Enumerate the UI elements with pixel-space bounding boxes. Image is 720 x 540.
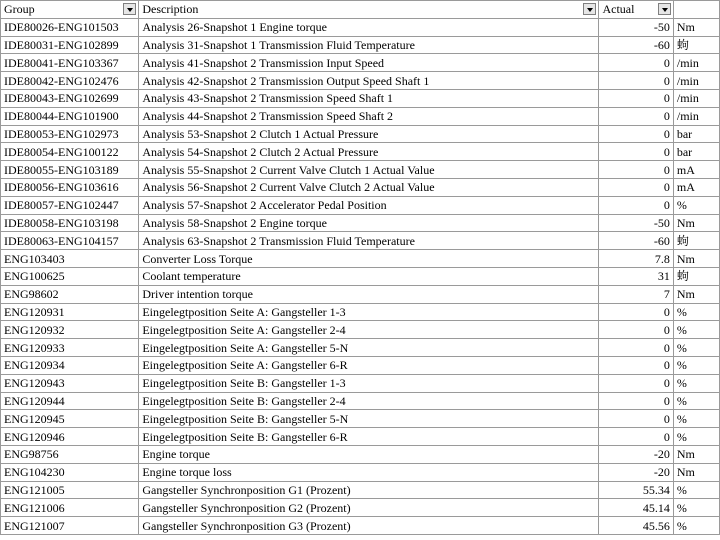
- cell-unit[interactable]: %: [673, 481, 719, 499]
- cell-description[interactable]: Gangsteller Synchronposition G2 (Prozent): [139, 499, 599, 517]
- table-row[interactable]: [1, 232, 720, 250]
- cell-unit[interactable]: %: [673, 499, 719, 517]
- cell-unit[interactable]: %: [673, 410, 719, 428]
- cell-description[interactable]: Analysis 55-Snapshot 2 Current Valve Clutch 1 Actual Value: [139, 161, 599, 179]
- cell-actual[interactable]: 0: [599, 356, 673, 374]
- cell-description[interactable]: Eingelegtposition Seite B: Gangsteller 5-N: [139, 410, 599, 428]
- header-description-label: Description: [142, 2, 199, 17]
- table-row[interactable]: [1, 143, 720, 161]
- cell-unit[interactable]: %: [673, 428, 719, 446]
- cell-unit[interactable]: 蚼: [673, 267, 719, 285]
- cell-actual[interactable]: -60: [599, 232, 673, 250]
- cell-actual[interactable]: 31: [599, 267, 673, 285]
- table-row[interactable]: [1, 18, 720, 36]
- cell-unit[interactable]: /min: [673, 89, 719, 107]
- table-row[interactable]: [1, 463, 720, 481]
- cell-group[interactable]: ENG120933: [1, 339, 139, 357]
- cell-actual[interactable]: 0: [599, 196, 673, 214]
- cell-group[interactable]: ENG98602: [1, 285, 139, 303]
- table-row[interactable]: [1, 285, 720, 303]
- cell-description[interactable]: Analysis 63-Snapshot 2 Transmission Fluid Temperature: [139, 232, 599, 250]
- cell-unit[interactable]: mA: [673, 161, 719, 179]
- cell-description[interactable]: Analysis 56-Snapshot 2 Current Valve Clutch 2 Actual Value: [139, 178, 599, 196]
- table-row[interactable]: [1, 303, 720, 321]
- table-row[interactable]: [1, 72, 720, 90]
- table-row[interactable]: [1, 107, 720, 125]
- cell-unit[interactable]: 蚼: [673, 232, 719, 250]
- group-filter-dropdown-icon[interactable]: [123, 3, 136, 15]
- description-filter-dropdown-icon[interactable]: [583, 3, 596, 15]
- cell-actual[interactable]: 0: [599, 107, 673, 125]
- table-row[interactable]: [1, 267, 720, 285]
- cell-unit[interactable]: %: [673, 303, 719, 321]
- cell-unit[interactable]: %: [673, 321, 719, 339]
- cell-unit[interactable]: /min: [673, 54, 719, 72]
- table-row[interactable]: [1, 499, 720, 517]
- cell-description[interactable]: Driver intention torque: [139, 285, 599, 303]
- table-row[interactable]: [1, 178, 720, 196]
- cell-description[interactable]: Gangsteller Synchronposition G1 (Prozent): [139, 481, 599, 499]
- cell-description[interactable]: Eingelegtposition Seite A: Gangsteller 5-N: [139, 339, 599, 357]
- cell-group[interactable]: IDE80041-ENG103367: [1, 54, 139, 72]
- cell-description[interactable]: Analysis 53-Snapshot 2 Clutch 1 Actual Pressure: [139, 125, 599, 143]
- cell-unit[interactable]: Nm: [673, 445, 719, 463]
- table-row[interactable]: [1, 125, 720, 143]
- table-row[interactable]: [1, 161, 720, 179]
- cell-description[interactable]: Analysis 57-Snapshot 2 Accelerator Pedal Position: [139, 196, 599, 214]
- cell-actual[interactable]: 0: [599, 303, 673, 321]
- cell-description[interactable]: Analysis 43-Snapshot 2 Transmission Speed Shaft 1: [139, 89, 599, 107]
- table-row[interactable]: [1, 481, 720, 499]
- cell-group[interactable]: IDE80063-ENG104157: [1, 232, 139, 250]
- table-row[interactable]: [1, 410, 720, 428]
- cell-group[interactable]: ENG104230: [1, 463, 139, 481]
- cell-unit[interactable]: %: [673, 356, 719, 374]
- cell-group[interactable]: ENG120946: [1, 428, 139, 446]
- table-row[interactable]: [1, 196, 720, 214]
- cell-actual[interactable]: 0: [599, 339, 673, 357]
- cell-actual[interactable]: 7: [599, 285, 673, 303]
- cell-actual[interactable]: -20: [599, 463, 673, 481]
- cell-actual[interactable]: 0: [599, 54, 673, 72]
- cell-actual[interactable]: 45.14: [599, 499, 673, 517]
- cell-description[interactable]: Analysis 41-Snapshot 2 Transmission Input Speed: [139, 54, 599, 72]
- cell-unit[interactable]: Nm: [673, 18, 719, 36]
- cell-description[interactable]: Analysis 58-Snapshot 2 Engine torque: [139, 214, 599, 232]
- cell-group[interactable]: IDE80054-ENG100122: [1, 143, 139, 161]
- cell-actual[interactable]: 0: [599, 410, 673, 428]
- cell-description[interactable]: Analysis 44-Snapshot 2 Transmission Speed Shaft 2: [139, 107, 599, 125]
- table-row[interactable]: [1, 392, 720, 410]
- cell-unit[interactable]: Nm: [673, 214, 719, 232]
- table-row[interactable]: [1, 250, 720, 268]
- table-row[interactable]: [1, 321, 720, 339]
- table-row[interactable]: [1, 36, 720, 54]
- cell-unit[interactable]: bar: [673, 143, 719, 161]
- table-row[interactable]: [1, 54, 720, 72]
- cell-actual[interactable]: -50: [599, 214, 673, 232]
- cell-actual[interactable]: 7.8: [599, 250, 673, 268]
- header-unit: [673, 1, 719, 19]
- cell-group[interactable]: ENG120943: [1, 374, 139, 392]
- cell-group[interactable]: IDE80031-ENG102899: [1, 36, 139, 54]
- cell-unit[interactable]: /min: [673, 107, 719, 125]
- cell-description[interactable]: Converter Loss Torque: [139, 250, 599, 268]
- cell-group[interactable]: ENG121006: [1, 499, 139, 517]
- cell-description[interactable]: Gangsteller Synchronposition G3 (Prozent): [139, 517, 599, 535]
- header-group: [1, 1, 139, 19]
- cell-actual[interactable]: 0: [599, 178, 673, 196]
- cell-unit[interactable]: %: [673, 517, 719, 535]
- cell-unit[interactable]: %: [673, 339, 719, 357]
- cell-description[interactable]: Eingelegtposition Seite A: Gangsteller 6-R: [139, 356, 599, 374]
- cell-actual[interactable]: 0: [599, 125, 673, 143]
- table-row[interactable]: [1, 374, 720, 392]
- table-row[interactable]: [1, 428, 720, 446]
- cell-group[interactable]: ENG121005: [1, 481, 139, 499]
- cell-unit[interactable]: %: [673, 392, 719, 410]
- cell-description[interactable]: Eingelegtposition Seite B: Gangsteller 1-3: [139, 374, 599, 392]
- cell-unit[interactable]: Nm: [673, 285, 719, 303]
- cell-description[interactable]: Analysis 31-Snapshot 1 Transmission Fluid Temperature: [139, 36, 599, 54]
- cell-group[interactable]: IDE80057-ENG102447: [1, 196, 139, 214]
- cell-group[interactable]: ENG103403: [1, 250, 139, 268]
- cell-group[interactable]: IDE80044-ENG101900: [1, 107, 139, 125]
- cell-description[interactable]: Engine torque loss: [139, 463, 599, 481]
- cell-unit[interactable]: %: [673, 374, 719, 392]
- cell-actual[interactable]: 0: [599, 321, 673, 339]
- cell-group[interactable]: IDE80058-ENG103198: [1, 214, 139, 232]
- cell-description[interactable]: Analysis 42-Snapshot 2 Transmission Output Speed Shaft 1: [139, 72, 599, 90]
- cell-description[interactable]: Coolant temperature: [139, 267, 599, 285]
- cell-group[interactable]: IDE80056-ENG103616: [1, 178, 139, 196]
- cell-group[interactable]: IDE80055-ENG103189: [1, 161, 139, 179]
- cell-unit[interactable]: bar: [673, 125, 719, 143]
- header-row: [1, 1, 720, 19]
- cell-unit[interactable]: 蚼: [673, 36, 719, 54]
- cell-actual[interactable]: 0: [599, 72, 673, 90]
- cell-group[interactable]: ENG120944: [1, 392, 139, 410]
- table-row[interactable]: [1, 89, 720, 107]
- header-group-label: Group: [4, 2, 35, 17]
- cell-actual[interactable]: -20: [599, 445, 673, 463]
- cell-actual[interactable]: -50: [599, 18, 673, 36]
- header-actual: [599, 1, 673, 19]
- cell-group[interactable]: ENG100625: [1, 267, 139, 285]
- table-row[interactable]: [1, 339, 720, 357]
- cell-group[interactable]: IDE80053-ENG102973: [1, 125, 139, 143]
- cell-description[interactable]: Eingelegtposition Seite A: Gangsteller 1-3: [139, 303, 599, 321]
- cell-group[interactable]: ENG120934: [1, 356, 139, 374]
- cell-actual[interactable]: 55.34: [599, 481, 673, 499]
- table-row[interactable]: [1, 214, 720, 232]
- cell-actual[interactable]: -60: [599, 36, 673, 54]
- cell-description[interactable]: Analysis 54-Snapshot 2 Clutch 2 Actual Pressure: [139, 143, 599, 161]
- cell-group[interactable]: IDE80042-ENG102476: [1, 72, 139, 90]
- table-row[interactable]: [1, 445, 720, 463]
- cell-actual[interactable]: 0: [599, 428, 673, 446]
- cell-actual[interactable]: 0: [599, 374, 673, 392]
- table-row[interactable]: [1, 356, 720, 374]
- cell-group[interactable]: ENG120932: [1, 321, 139, 339]
- cell-actual[interactable]: 0: [599, 392, 673, 410]
- cell-unit[interactable]: /min: [673, 72, 719, 90]
- cell-description[interactable]: Eingelegtposition Seite A: Gangsteller 2-4: [139, 321, 599, 339]
- cell-actual[interactable]: 45.56: [599, 517, 673, 535]
- header-description: [139, 1, 599, 19]
- cell-description[interactable]: Eingelegtposition Seite B: Gangsteller 6-R: [139, 428, 599, 446]
- cell-group[interactable]: IDE80043-ENG102699: [1, 89, 139, 107]
- cell-description[interactable]: Analysis 26-Snapshot 1 Engine torque: [139, 18, 599, 36]
- header-actual-label: Actual: [602, 2, 635, 17]
- cell-group[interactable]: IDE80026-ENG101503: [1, 18, 139, 36]
- cell-description[interactable]: Engine torque: [139, 445, 599, 463]
- cell-description[interactable]: Eingelegtposition Seite B: Gangsteller 2-4: [139, 392, 599, 410]
- cell-group[interactable]: ENG120945: [1, 410, 139, 428]
- cell-actual[interactable]: 0: [599, 143, 673, 161]
- cell-unit[interactable]: Nm: [673, 463, 719, 481]
- cell-group[interactable]: ENG120931: [1, 303, 139, 321]
- cell-unit[interactable]: %: [673, 196, 719, 214]
- cell-actual[interactable]: 0: [599, 161, 673, 179]
- cell-unit[interactable]: mA: [673, 178, 719, 196]
- cell-group[interactable]: ENG121007: [1, 517, 139, 535]
- actual-filter-dropdown-icon[interactable]: [658, 3, 671, 15]
- cell-group[interactable]: ENG98756: [1, 445, 139, 463]
- cell-actual[interactable]: 0: [599, 89, 673, 107]
- table-row[interactable]: [1, 517, 720, 535]
- cell-unit[interactable]: Nm: [673, 250, 719, 268]
